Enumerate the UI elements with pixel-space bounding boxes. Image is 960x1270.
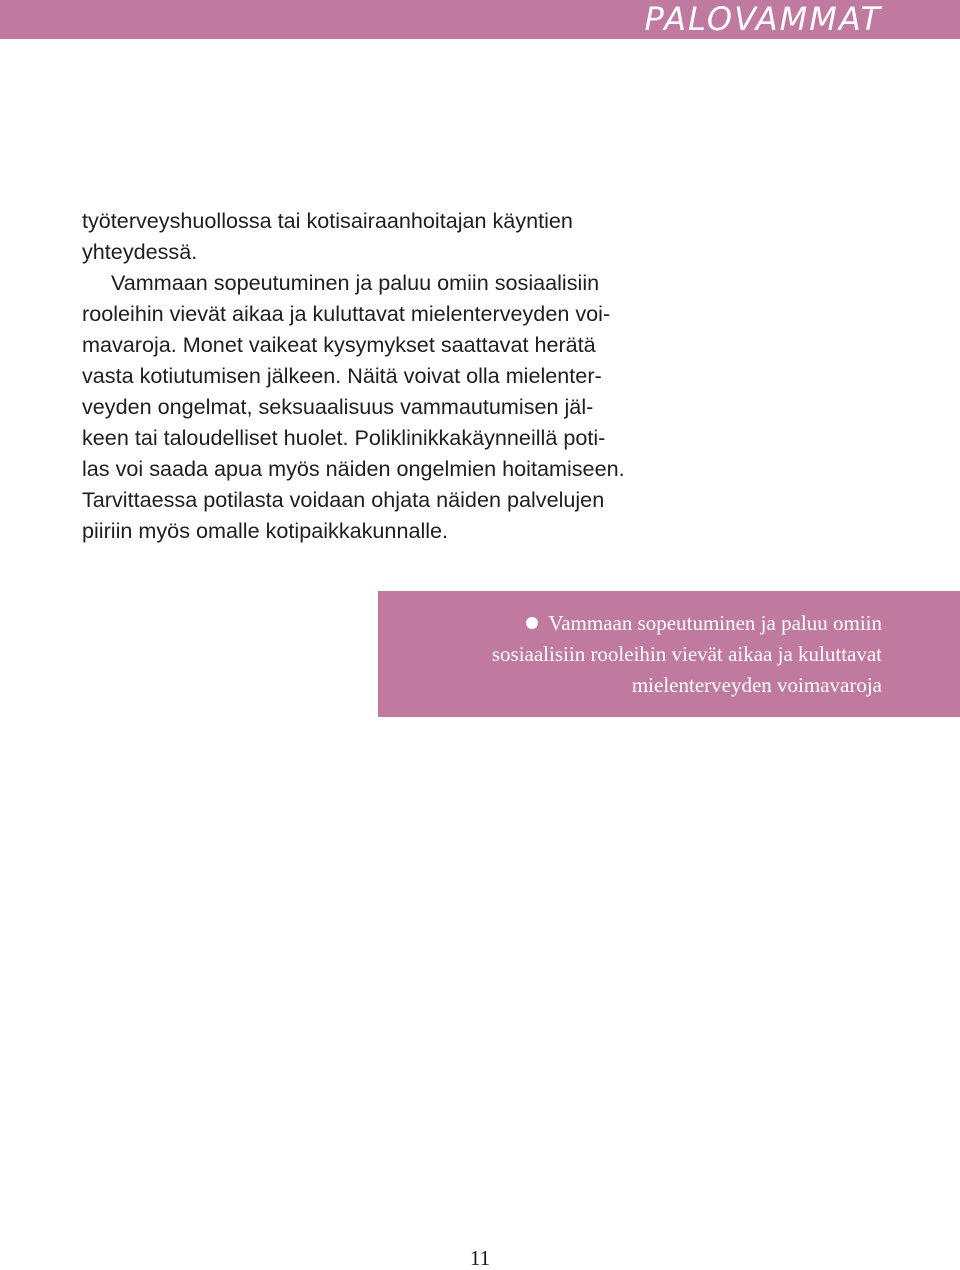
body-line: las voi saada apua myös näiden ongelmien hoitamiseen. — [82, 456, 625, 481]
body-line: veyden ongelmat, seksuaalisuus vammautumisen jäl- — [82, 394, 594, 419]
page-number: 11 — [469, 1246, 491, 1270]
body-line: mavaroja. Monet vaikeat kysymykset saattavat herätä — [82, 332, 596, 357]
pull-quote — [378, 591, 960, 717]
pull-quote-line-text: Vammaan sopeutuminen ja paluu omiin — [548, 611, 882, 635]
body-line: yhteydessä. — [82, 239, 198, 264]
body-line: piiriin myös omalle kotipaikkakunnalle. — [82, 518, 449, 543]
body-line: vasta kotiutumisen jälkeen. Näitä voivat olla mielenter- — [82, 363, 602, 388]
body-line: rooleihin vievät aikaa ja kuluttavat mielenterveyden voi- — [82, 301, 611, 326]
pull-quote-line: sosiaalisiin rooleihin vievät aikaa ja kuluttavat — [491, 642, 882, 666]
pull-quote-line — [492, 608, 882, 639]
body-line: Vammaan sopeutuminen ja paluu omiin sosiaalisiin — [111, 270, 600, 295]
pull-quote-text — [492, 608, 882, 701]
bullet-icon — [526, 617, 538, 629]
body-text — [82, 205, 682, 546]
body-line: työterveyshuollossa tai kotisairaanhoitajan käyntien — [82, 208, 573, 233]
page-title: PALOVAMMAT — [644, 0, 882, 38]
body-line: keen tai taloudelliset huolet. Poliklinikkakäynneillä poti- — [82, 425, 606, 450]
body-line: Tarvittaessa potilasta voidaan ohjata näiden palvelujen — [82, 487, 605, 512]
pull-quote-line: mielenterveyden voimavaroja — [631, 673, 882, 697]
header-bar — [0, 0, 960, 39]
